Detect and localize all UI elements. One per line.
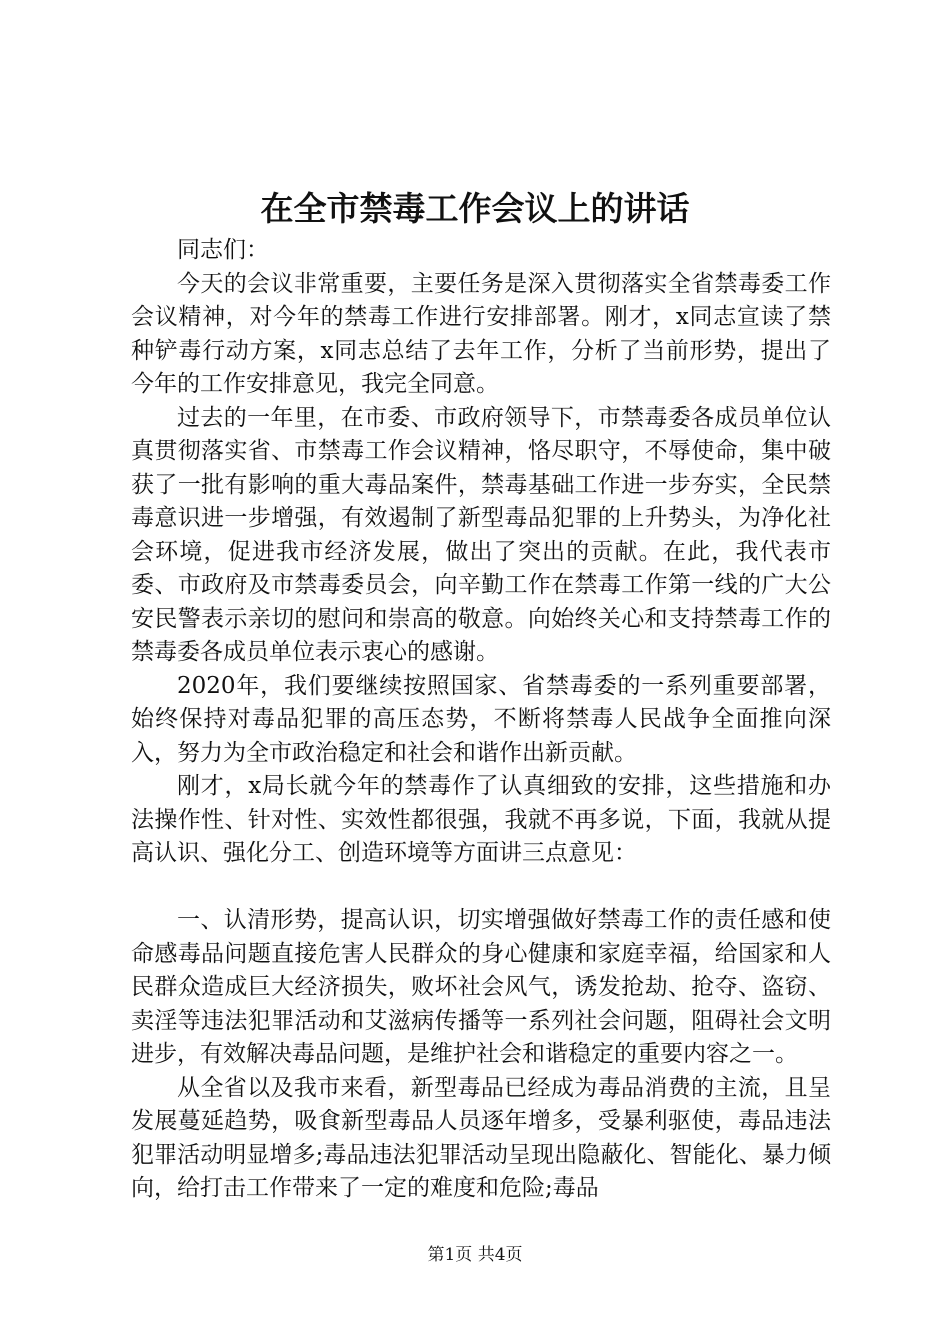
section-one-paragraph: 一、认清形势，提高认识，切实增强做好禁毒工作的责任感和使命感毒品问题直接危害人民群众的身心健康和家庭幸福，给国家和人民群众造成巨大经济损失，败坏社会风气，诱发抢劫、抢夺、盗窃、卖淫等违法犯罪活动和艾滋病传播等一系列社会问题，阻碍社会文明进步，有效解决毒品问题，是维护社会和谐稳定的重要内容之一。 [131,907,831,1067]
paragraph-three-points: 刚才，x局长就今年的禁毒作了认真细致的安排，这些措施和办法操作性、针对性、实效性都很强，我就不再多说，下面，我就从提高认识、强化分工、创造环境等方面讲三点意见： [131,773,831,866]
document-title: 在全市禁毒工作会议上的讲话 [260,189,690,228]
paragraph-situation: 从全省以及我市来看，新型毒品已经成为毒品消费的主流，且呈发展蔓延趋势，吸食新型毒品人员逐年增多，受暴利驱使，毒品违法犯罪活动明显增多;毒品违法犯罪活动呈现出隐蔽化、智能化、暴力倾向，给打击工作带来了一定的难度和危险;毒品 [131,1074,831,1201]
document-body [131,234,831,1206]
salutation: 同志们： [177,237,269,263]
paragraph-gap [131,871,831,905]
paragraph-opening: 今天的会议非常重要，主要任务是深入贯彻落实全省禁毒委工作会议精神，对今年的禁毒工作进行安排部署。刚才，x同志宣读了禁种铲毒行动方案，x同志总结了去年工作，分析了当前形势，提出了今年的工作安排意见，我完全同意。 [131,270,831,397]
page-footer: 第1页 共4页 [427,1245,523,1265]
paragraph-past-year: 过去的一年里，在市委、市政府领导下，市禁毒委各成员单位认真贯彻落实省、市禁毒工作会议精神，恪尽职守，不辱使命，集中破获了一批有影响的重大毒品案件，禁毒基础工作进一步夯实，全民禁毒意识进一步增强，有效遏制了新型毒品犯罪的上升势头，为净化社会环境，促进我市经济发展，做出了突出的贡献。在此，我代表市委、市政府及市禁毒委员会，向辛勤工作在禁毒工作第一线的广大公安民警表示亲切的慰问和崇高的敬意。向始终关心和支持禁毒工作的禁毒委各成员单位表示衷心的感谢。 [131,404,831,665]
paragraph-2020: 2020年，我们要继续按照国家、省禁毒委的一系列重要部署，始终保持对毒品犯罪的高压态势，不断将禁毒人民战争全面推向深入，努力为全市政治稳定和社会和谐作出新贡献。 [131,672,831,766]
